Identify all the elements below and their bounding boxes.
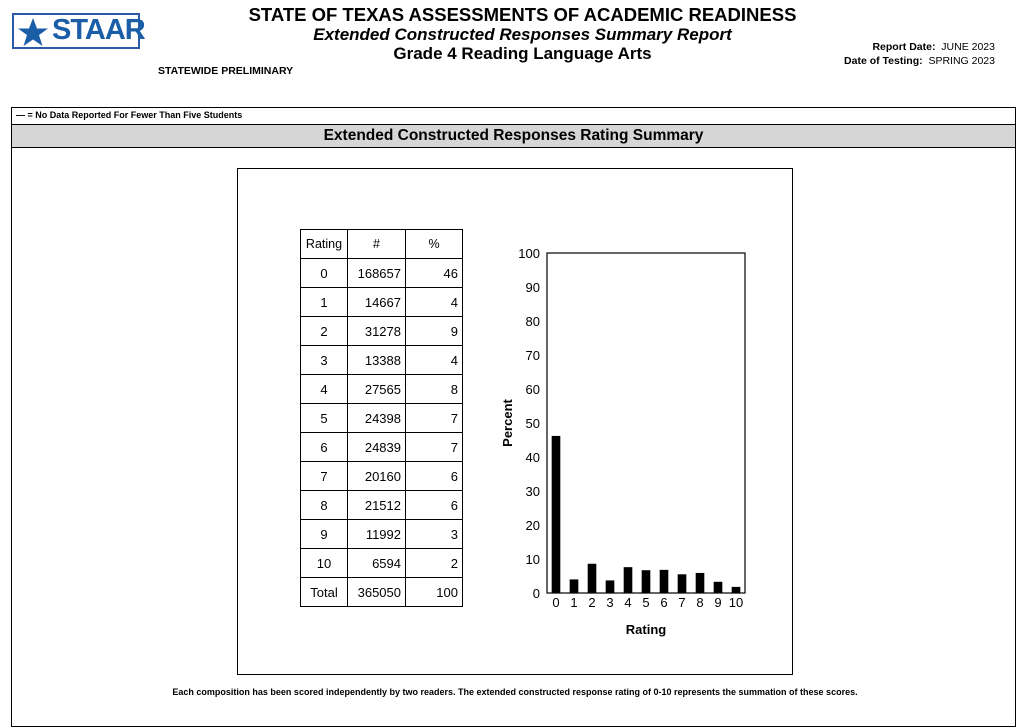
table-row	[301, 375, 463, 404]
x-tick-label: 3	[606, 595, 614, 610]
bar-rating-3	[606, 580, 615, 593]
percent-cell: 6	[406, 491, 463, 520]
rating-cell: 0	[301, 259, 348, 288]
table-row	[301, 462, 463, 491]
count-cell: 13388	[348, 346, 406, 375]
x-tick-label: 10	[728, 595, 744, 610]
count-cell: 27565	[348, 375, 406, 404]
legend-note: — = No Data Reported For Fewer Than Five Students	[16, 110, 243, 120]
percent-cell: 46	[406, 259, 463, 288]
percent-cell: 3	[406, 520, 463, 549]
y-tick-label: 60	[525, 382, 540, 397]
count-cell: 6594	[348, 549, 406, 578]
table-row	[301, 549, 463, 578]
count-cell: 24839	[348, 433, 406, 462]
rating-cell: 1	[301, 288, 348, 317]
count-cell: 14667	[348, 288, 406, 317]
report-date-label: Report Date:	[872, 41, 936, 53]
table-row	[301, 520, 463, 549]
header-rating: Rating	[301, 230, 348, 259]
x-tick-label: 9	[714, 595, 722, 610]
y-tick-label: 40	[525, 450, 540, 465]
staar-logo	[12, 13, 145, 49]
header-percent: %	[406, 230, 463, 259]
percent-cell: 4	[406, 346, 463, 375]
testing-date-label: Date of Testing:	[844, 55, 923, 67]
rating-cell: 2	[301, 317, 348, 346]
bar-rating-7	[678, 574, 687, 593]
bar-rating-1	[570, 579, 579, 593]
y-tick-label: 20	[525, 518, 540, 533]
ratings-table	[300, 229, 463, 607]
testing-date: SPRING 2023	[928, 55, 995, 67]
percent-cell: 100	[406, 578, 463, 607]
rating-cell: 10	[301, 549, 348, 578]
bar-rating-8	[696, 573, 705, 593]
bar-rating-6	[660, 570, 669, 593]
star-icon	[17, 17, 49, 47]
report-header	[220, 4, 825, 63]
x-tick-label: 4	[624, 595, 632, 610]
bar-rating-2	[588, 564, 597, 593]
x-tick-label: 2	[588, 595, 596, 610]
report-grade: Grade 4 Reading Language Arts	[393, 44, 652, 63]
bar-rating-9	[714, 582, 723, 593]
x-tick-label: 5	[642, 595, 650, 610]
percent-cell: 2	[406, 549, 463, 578]
count-cell: 20160	[348, 462, 406, 491]
rating-cell: 6	[301, 433, 348, 462]
report-title: STATE OF TEXAS ASSESSMENTS OF ACADEMIC READINESS	[248, 4, 797, 25]
percent-cell: 9	[406, 317, 463, 346]
rating-cell: 5	[301, 404, 348, 433]
y-tick-label: 0	[532, 586, 540, 601]
report-meta	[844, 40, 995, 68]
y-tick-label: 80	[525, 314, 540, 329]
footer-note: Each composition has been scored independently by two readers. The extended constructed response rating of 0-10 represents the summation of these scores.	[172, 687, 858, 697]
rating-bar-chart	[490, 240, 760, 650]
rating-cell: Total	[301, 578, 348, 607]
y-tick-label: 50	[525, 416, 540, 431]
percent-cell: 6	[406, 462, 463, 491]
rating-cell: 3	[301, 346, 348, 375]
y-axis-label: Percent	[500, 399, 515, 447]
table-row	[301, 404, 463, 433]
count-cell: 31278	[348, 317, 406, 346]
bar-rating-10	[732, 587, 741, 593]
percent-cell: 7	[406, 433, 463, 462]
header-count: #	[348, 230, 406, 259]
y-tick-label: 90	[525, 280, 540, 295]
rating-cell: 9	[301, 520, 348, 549]
y-tick-label: 30	[525, 484, 540, 499]
table-row	[301, 288, 463, 317]
rating-cell: 8	[301, 491, 348, 520]
section-title: Extended Constructed Responses Rating Summary	[12, 124, 1015, 148]
table-row	[301, 491, 463, 520]
table-row	[301, 259, 463, 288]
count-cell: 365050	[348, 578, 406, 607]
table-row	[301, 433, 463, 462]
logo-text: STAAR	[52, 14, 145, 46]
y-tick-label: 100	[518, 246, 540, 261]
x-tick-label: 1	[570, 595, 578, 610]
bar-rating-5	[642, 570, 651, 593]
table-row	[301, 317, 463, 346]
x-tick-label: 6	[660, 595, 668, 610]
percent-cell: 8	[406, 375, 463, 404]
count-cell: 24398	[348, 404, 406, 433]
table-row	[301, 578, 463, 607]
report-date: JUNE 2023	[941, 41, 995, 53]
report-scope: STATEWIDE PRELIMINARY	[158, 65, 294, 77]
table-row	[301, 346, 463, 375]
count-cell: 21512	[348, 491, 406, 520]
y-tick-label: 10	[525, 552, 540, 567]
x-tick-label: 8	[696, 595, 704, 610]
y-tick-label: 70	[525, 348, 540, 363]
x-tick-label: 0	[552, 595, 560, 610]
plot-area	[547, 253, 745, 593]
percent-cell: 4	[406, 288, 463, 317]
percent-cell: 7	[406, 404, 463, 433]
table-header-row	[301, 230, 463, 259]
report-subtitle: Extended Constructed Responses Summary Report	[313, 25, 732, 44]
count-cell: 168657	[348, 259, 406, 288]
count-cell: 11992	[348, 520, 406, 549]
rating-cell: 7	[301, 462, 348, 491]
bar-rating-4	[624, 567, 633, 593]
x-tick-label: 7	[678, 595, 686, 610]
bar-rating-0	[552, 436, 561, 593]
rating-cell: 4	[301, 375, 348, 404]
x-axis-label: Rating	[625, 622, 667, 637]
